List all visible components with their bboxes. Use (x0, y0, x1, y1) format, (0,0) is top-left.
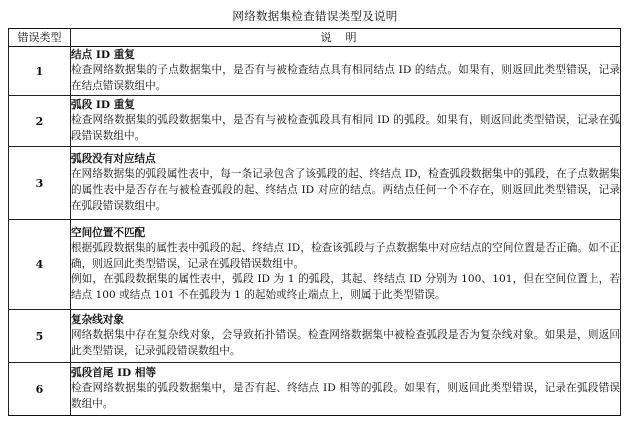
table-row (9, 47, 621, 96)
table-row (9, 96, 621, 147)
error-description: 在网络数据集的弧段属性表中，每一条记录包含了该弧段的起、终结点 ID，检查弧段数据集中的弧段，在子点数据集的属性表中是否存在与被检查弧段的起、终结点 ID 对应的结点。两结点任何一个不存在，则返回此类型错误，记录在弧段错误数组中。 (71, 168, 620, 212)
error-title: 弧段 ID 重复 (71, 98, 135, 111)
error-description-cell (71, 96, 621, 147)
error-title: 结点 ID 重复 (71, 48, 135, 61)
error-type-number: 6 (9, 363, 71, 416)
error-description: 检查网络数据集的子点数据集中，是否有与被检查结点具有相同结点 ID 的结点。如果有，则返回此类型错误，记录在结点错误数组中。 (71, 64, 620, 92)
table-caption: 网络数据集检查错误类型及说明 (232, 9, 398, 23)
error-description-cell (71, 363, 621, 416)
table-row (9, 310, 621, 363)
table-header-row (9, 29, 621, 47)
error-description-cell (71, 147, 621, 220)
error-type-number: 3 (9, 147, 71, 220)
error-description-cell (71, 47, 621, 96)
error-title: 复杂线对象 (71, 313, 124, 326)
table-row (9, 363, 621, 416)
table-row (9, 147, 621, 220)
header-error-type: 错误类型 (9, 29, 71, 47)
error-title: 弧段首尾 ID 相等 (71, 366, 157, 379)
error-description: 检查网络数据集的弧段数据集中，是否有起、终结点 ID 相等的弧段。如果有，则返回此类型错误，记录在弧段错误数组中。 (71, 382, 620, 410)
error-title: 弧段没有对应结点 (71, 152, 156, 165)
header-description: 说明 (71, 29, 621, 47)
error-type-number: 2 (9, 96, 71, 147)
error-description-cell (71, 220, 621, 310)
error-type-table (8, 28, 621, 416)
table-row (9, 220, 621, 310)
error-type-number: 5 (9, 310, 71, 363)
error-description: 网络数据集中存在复杂线对象，会导致拓扑错误。检查网络数据集中被检查弧段是否为复杂线对象。如果是，则返回此类型错误，记录弧段错误数组中。 (71, 329, 620, 357)
error-title: 空间位置不匹配 (71, 226, 146, 239)
error-type-number: 1 (9, 47, 71, 96)
error-description-cell (71, 310, 621, 363)
error-description: 根据弧段数据集的属性表中弧段的起、终结点 ID，检查该弧段与子点数据集中对应结点的空间位置是否正确。如不正确，则返回此类型错误，记录在弧段错误数组中。 (71, 242, 620, 270)
error-description: 检查网络数据集的弧段数据集中，是否有与被检查弧段具有相同 ID 的弧段。如果有，则返回此类型错误，记录在弧段错误数组中。 (71, 114, 620, 142)
error-type-number: 4 (9, 220, 71, 310)
error-example: 例如，在弧段数据集的属性表中，弧段 ID 为 1 的弧段，其起、终结点 ID 分别为 100、101，但在空间位置上，若结点 100 或结点 101 不在弧段为 1 的起始或终止端点上，则属于此类型错误。 (71, 273, 620, 301)
